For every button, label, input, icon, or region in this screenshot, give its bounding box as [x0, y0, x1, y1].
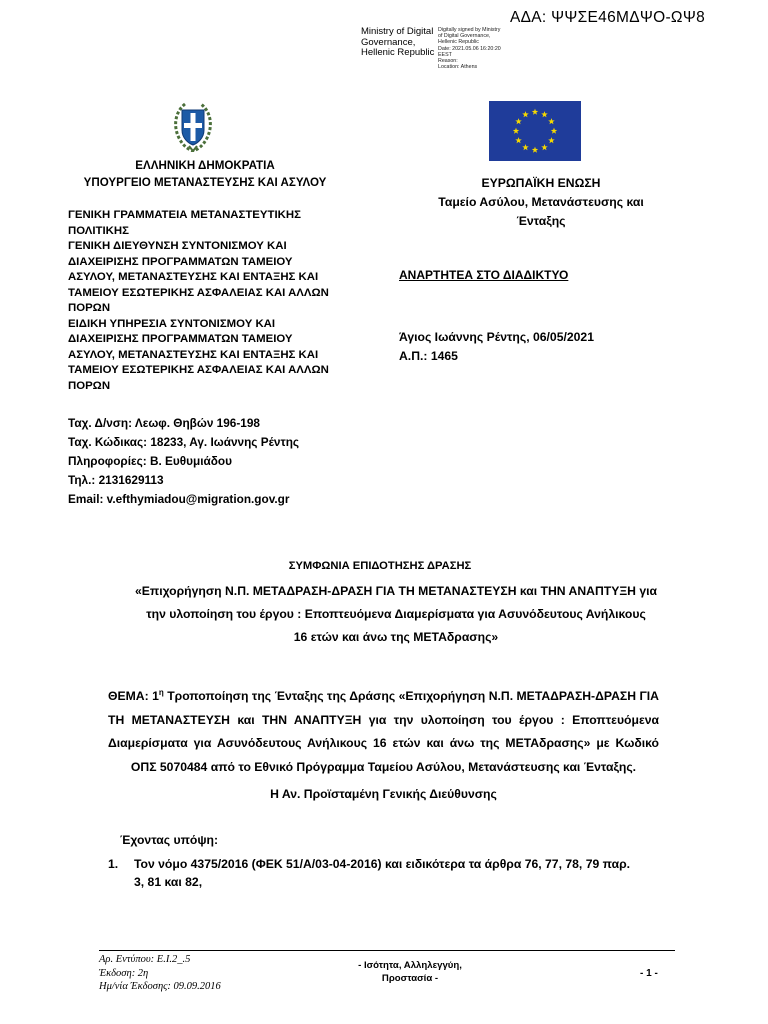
place-date: Άγιος Ιωάννης Ρέντης, 06/05/2021: [399, 330, 594, 344]
list-item: 1. Τον νόμο 4375/2016 (ΦΕΚ 51/Α/03-04-2016) και ειδικότερα τα άρθρα 76, 77, 78, 79 παρ. 3, 81 και 82,: [108, 857, 631, 889]
footer-form-info: Αρ. Εντύπου: Ε.Ι.2_.5 Έκδοση: 2η Ημ/νία Έκδοσης: 09.09.2016: [99, 954, 221, 992]
greek-coat-of-arms-icon: [171, 96, 215, 152]
post-online-notice: ΑΝΑΡΤΗΤΕΑ ΣΤΟ ΔΙΑΔΙΚΤΥΟ: [399, 268, 569, 282]
page-number: - 1 -: [640, 968, 658, 979]
ada-code: ΑΔΑ: ΨΨΣΕ46ΜΔΨΟ-ΩΨ8: [510, 9, 705, 26]
eu-star-icon: [522, 111, 528, 117]
agreement-subtitle: «Επιχορήγηση Ν.Π. ΜΕΤΑΔΡΑΣΗ-ΔΡΑΣΗ ΓΙΑ ΤΗ ΜΕΤΑΝΑΣΤΕΥΣΗ και ΤΗΝ ΑΝΑΠΤΥΞΗ για την υλοποίηση του έργου : Εποπτευόμενα Διαμερίσματα για Ασυνόδευτους Ανήλικους 16 ετών και άνω της ΜΕΤΑδρασης»: [134, 584, 658, 644]
ministry-title: ΕΛΛΗΝΙΚΗ ΔΗΜΟΚΡΑΤΙΑ ΥΠΟΥΡΓΕΙΟ ΜΕΤΑΝΑΣΤΕΥΣΗΣ ΚΑΙ ΑΣΥΛΟΥ: [83, 159, 327, 189]
eu-star-icon: [522, 144, 528, 150]
eu-star-icon: [532, 147, 538, 153]
footer-motto: - Ισότητα, Αλληλεγγύη, Προστασία -: [358, 960, 462, 984]
having-regard-heading: Έχοντας υπόψη:: [120, 833, 219, 847]
eu-star-icon: [513, 128, 519, 134]
eu-star-icon: [515, 137, 521, 143]
protocol-number: Α.Π.: 1465: [399, 349, 458, 363]
eu-star-icon: [548, 118, 554, 124]
agreement-title: ΣΥΜΦΩΝΙΑ ΕΠΙΔΟΤΗΣΗΣ ΔΡΑΣΗΣ: [288, 560, 472, 572]
director-title: Η Αν. Προϊσταμένη Γενικής Διεύθυνσης: [270, 787, 497, 801]
footer-divider: [99, 950, 675, 951]
email-line: Email: v.efthymiadou@migration.gov.gr: [68, 492, 290, 506]
eu-star-icon: [548, 137, 554, 143]
eu-star-icon: [515, 118, 521, 124]
subject-paragraph: ΘΕΜΑ: $1^\eta$ Τροποποίηση της Ένταξης της Δράσης «Επιχορήγηση Ν.Π. ΜΕΤΑΔΡΑΣΗ-ΔΡΑΣΗ ΓΙΑ ΤΗ ΜΕΤΑΝΑΣΤΕΥΣΗ και ΤΗΝ ΑΝΑΠΤΥΞΗ για την υλοποίηση του έργου : Εποπτευόμενα Διαμερίσματα για Ασυνόδευτους Ανήλικους 16 ετών και άνω της ΜΕΤΑδρασης» με Κωδικό ΟΠΣ 5070484 από το Εθνικό Πρόγραμμα Ταμείου Ασύλου, Μετανάστευσης και Ένταξης.: [108, 688, 659, 774]
eu-star-icon: [541, 144, 547, 150]
department-list: ΓΕΝΙΚΗ ΓΡΑΜΜΑΤΕΙΑ ΜΕΤΑΝΑΣΤΕΥΤΙΚΗΣ ΠΟΛΙΤΙΚΗΣ ΓΕΝΙΚΗ ΔΙΕΥΘΥΝΣΗ ΣΥΝΤΟΝΙΣΜΟΥ ΚΑΙ ΔΙΑΧΕΙΡΙΣΗΣ ΠΡΟΓΡΑΜΜΑΤΩΝ ΤΑΜΕΙΟΥ ΑΣΥΛΟΥ, ΜΕΤΑΝΑΣΤΕΥΣΗΣ ΚΑΙ ΕΝΤΑΞΗΣ ΚΑΙ ΤΑΜΕΙΟΥ ΕΣΩΤΕΡΙΚΗΣ ΑΣΦΑΛΕΙΑΣ ΚΑΙ ΑΛΛΩΝ ΠΟΡΩΝ ΕΙΔΙΚΗ ΥΠΗΡΕΣΙΑ ΣΥΝΤΟΝΙΣΜΟΥ ΚΑΙ ΔΙΑΧΕΙΡΙΣΗΣ ΠΡΟΓΡΑΜΜΑΤΩΝ ΤΑΜΕΙΟΥ ΑΣΥΛΟΥ, ΜΕΤΑΝΑΣΤΕΥΣΗΣ ΚΑΙ ΕΝΤΑΞΗΣ ΚΑΙ ΤΑΜΕΙΟΥ ΕΣΩΤΕΡΙΚΗΣ ΑΣΦΑΛΕΙΑΣ ΚΑΙ ΑΛΛΩΝ ΠΟΡΩΝ: [68, 209, 329, 392]
signature-details: Digitally signed by Ministry of Digital Governance, Hellenic Republic Date: 2021.05.06 16:20:20 EEST Reason: Location: Athens: [438, 27, 501, 71]
eu-star-icon: [551, 128, 557, 134]
eu-fund-title: ΕΥΡΩΠΑΪΚΗ ΕΝΩΣΗ Ταμείο Ασύλου, Μετανάστευσης και Ένταξης: [438, 176, 644, 228]
eu-star-icon: [532, 109, 538, 115]
digital-signer: Ministry of Digital Governance, Hellenic Republic: [361, 26, 435, 58]
eu-star-icon: [541, 111, 547, 117]
eu-flag-icon: [489, 101, 581, 161]
date-protocol: [399, 328, 594, 366]
contact-info: Ταχ. Δ/νση: Λεωφ. Θηβών 196-198 Ταχ. Κώδικας: 18233, Αγ. Ιωάννης Ρέντης Πληροφορίες: Β. Ευθυμιάδου Τηλ.: 2131629113 Email: v.efthymiadou@migration.gov.gr: [68, 414, 299, 509]
eu-stars: [489, 101, 581, 161]
